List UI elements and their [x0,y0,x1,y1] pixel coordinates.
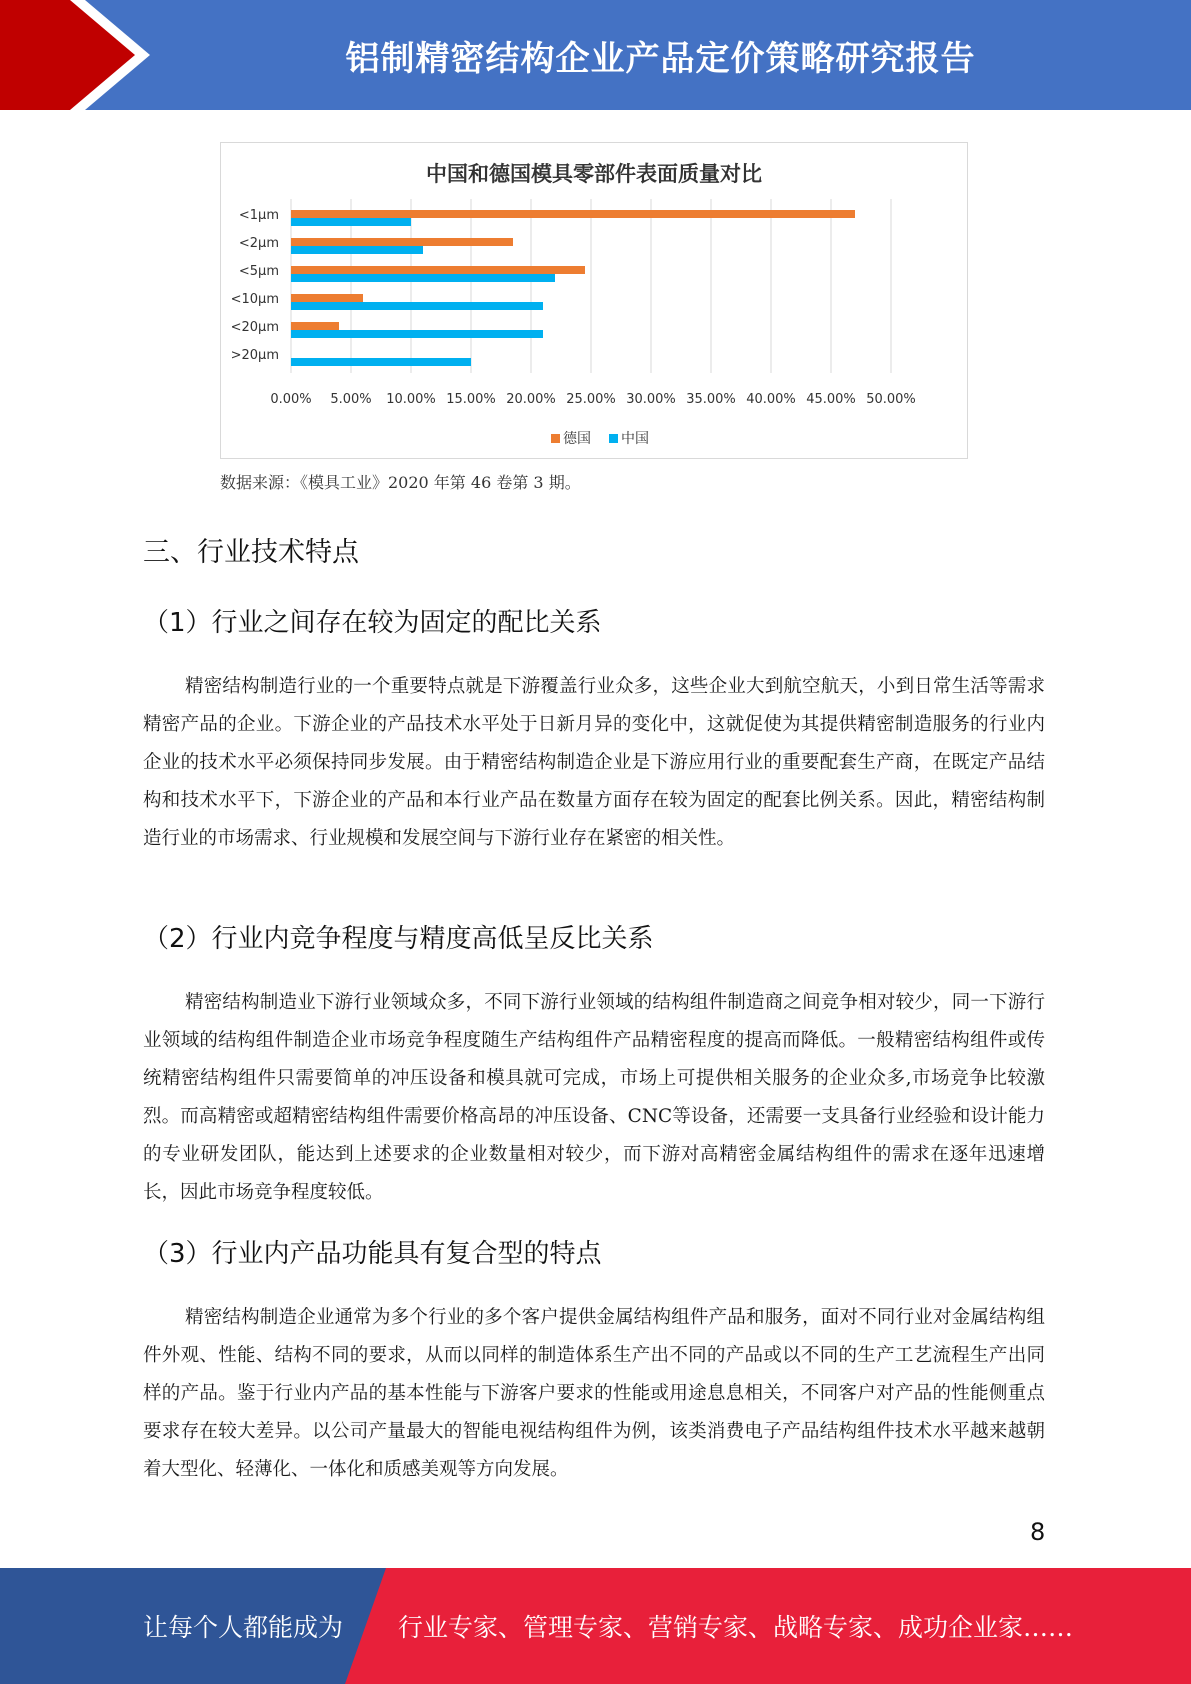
subsection-1-paragraph: 精密结构制造行业的一个重要特点就是下游覆盖行业众多，这些企业大到航空航天，小到日常生活等需求精密产品的企业。下游企业的产品技术水平处于日新月异的变化中，这就促使为其提供精密制造服务的行业内企业的技术水平必须保持同步发展。由于精密结构制造企业是下游应用行业的重要配套生产商，在既定产品结构和技术水平下，下游企业的产品和本行业产品在数量方面存在较为固定的配套比例关系。因此，精密结构制造行业的市场需求、行业规模和发展空间与下游行业存在紧密的相关性。 [143,676,1045,849]
bar-germany [291,210,855,218]
subsection-3-heading: （3）行业内产品功能具有复合型的特点 [143,1239,602,1269]
y-tick-label: <5μm [238,264,279,279]
bar-china [291,302,543,310]
x-tick-label: 50.00% [866,392,916,407]
data-source-note: 数据来源：《模具工业》2020 年第 46 卷第 3 期。 [220,473,581,492]
bar-chart [220,142,968,459]
chart-canvas [221,143,967,458]
subsection-2-heading: （2）行业内竞争程度与精度高低呈反比关系 [143,924,654,954]
subsection-1-heading: （1）行业之间存在较为固定的配比关系 [143,608,602,638]
chart-x-ticks [270,392,915,407]
x-tick-label: 5.00% [330,392,372,407]
x-tick-label: 10.00% [386,392,436,407]
subsection-3-paragraph: 精密结构制造企业通常为多个行业的多个客户提供金属结构组件产品和服务，面对不同行业对金属结构组件外观、性能、结构不同的要求，从而以同样的制造体系生产出不同的产品或以不同的生产工艺流程生产出同样的产品。鉴于行业内产品的基本性能与下游客户要求的性能或用途息息相关，不同客户对产品的性能侧重点要求存在较大差异。以公司产量最大的智能电视结构组件为例，该类消费电子产品结构组件技术水平越来越朝着大型化、轻薄化、一体化和质感美观等方向发展。 [143,1307,1045,1480]
chart-title: 中国和德国模具零部件表面质量对比 [426,162,762,186]
x-tick-label: 20.00% [506,392,556,407]
bar-china [291,358,471,366]
footer-slogan-right: 行业专家、管理专家、营销专家、战略专家、成功企业家…… [398,1613,1074,1642]
x-tick-label: 30.00% [626,392,676,407]
x-tick-label: 15.00% [446,392,496,407]
bar-germany [291,294,363,302]
chart-y-ticks [231,208,279,363]
legend-swatch [551,434,560,443]
subsection-2-paragraph: 精密结构制造业下游行业领域众多，不同下游行业领域的结构组件制造商之间竞争相对较少，同一下游行业领域的结构组件制造企业市场竞争程度随生产结构组件产品精密程度的提高而降低。一般精密结构组件或传统精密结构组件只需要简单的冲压设备和模具就可完成，市场上可提供相关服务的企业众多,市场竞争比较激烈。而高精密或超精密结构组件需要价格高昂的冲压设备、CNC等设备，还需要一支具备行业经验和设计能力的专业研发团队，能达到上述要求的企业数量相对较少，而下游对高精密金属结构组件的需求在逐年迅速增长，因此市场竞争程度较低。 [143,992,1045,1203]
page-header [0,0,1191,110]
y-tick-label: >20μm [230,348,279,363]
x-tick-label: 0.00% [270,392,312,407]
bar-china [291,218,411,226]
bar-germany [291,238,513,246]
bar-china [291,274,555,282]
bar-china [291,246,423,254]
bar-germany [291,322,339,330]
chart-bars [291,210,855,366]
legend-swatch [609,434,618,443]
bar-germany [291,266,585,274]
report-title: 铝制精密结构企业产品定价策略研究报告 [345,38,976,79]
y-tick-label: <20μm [230,320,279,335]
legend-label: 中国 [621,431,649,447]
legend-label: 德国 [563,431,591,447]
x-tick-label: 40.00% [746,392,796,407]
chart-legend [551,430,649,447]
page-footer [0,1568,1191,1684]
x-tick-label: 25.00% [566,392,616,407]
x-tick-label: 35.00% [686,392,736,407]
section-title: 三、行业技术特点 [143,537,359,568]
y-tick-label: <2μm [238,236,279,251]
x-tick-label: 45.00% [806,392,856,407]
page-number: 8 [1030,1518,1046,1546]
footer-slogan-left: 让每个人都能成为 [143,1613,344,1642]
bar-china [291,330,543,338]
y-tick-label: <1μm [238,208,279,223]
y-tick-label: <10μm [230,292,279,307]
